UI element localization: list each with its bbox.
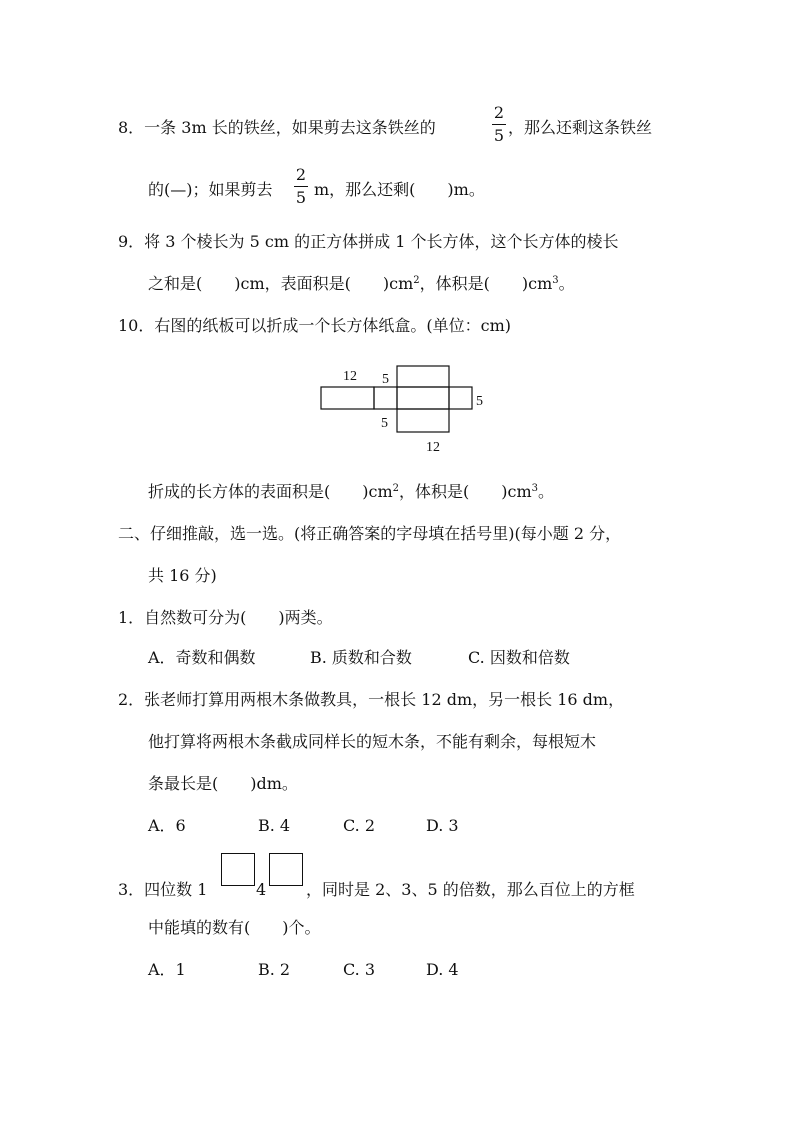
q9-sup-3: 3 xyxy=(552,275,559,286)
mc2-line3: 条最长是( )dm。 xyxy=(148,774,298,793)
mc3-line2: 中能填的数有( )个。 xyxy=(148,918,321,937)
net-face-left xyxy=(321,387,374,409)
net-face-small xyxy=(374,387,397,409)
mc3-line1-a: 3．四位数 1 xyxy=(118,880,208,899)
mc2-line1: 2．张老师打算用两根木条做教具，一根长 12 dm，另一根长 16 dm， xyxy=(118,690,625,709)
q9-line1: 9．将 3 个棱长为 5 cm 的正方体拼成 1 个长方体，这个长方体的棱长 xyxy=(118,232,619,251)
mc3-option-b: B. 2 xyxy=(258,960,291,979)
mc2-option-c: C. 2 xyxy=(343,816,376,835)
q9-sup-2: 2 xyxy=(413,275,420,286)
net-label-top-left: 12 xyxy=(343,369,357,384)
mc2-line2: 他打算将两根木条截成同样长的短木条，不能有剩余，每根短木 xyxy=(148,732,597,751)
mc3-option-a: A．1 xyxy=(148,960,186,979)
q10-sup-3: 3 xyxy=(531,483,538,494)
mc1-option-c: C. 因数和倍数 xyxy=(468,648,570,667)
q10-answer-c: 。 xyxy=(538,482,555,501)
mc2-option-d: D. 3 xyxy=(426,816,459,835)
q9-line2-b: ，体积是( )cm xyxy=(419,274,553,293)
q9-line2-c: 。 xyxy=(558,274,575,293)
net-face-top xyxy=(397,366,449,387)
net-label-right: 5 xyxy=(476,394,483,409)
q10-answer-b: ，体积是( )cm xyxy=(399,482,532,501)
net-label-top-small: 5 xyxy=(382,372,389,387)
q8-fraction-2-numerator: 2 xyxy=(295,165,307,184)
ones-digit-box xyxy=(269,853,303,886)
net-face-bottom xyxy=(397,409,449,432)
q8-fraction-1-denominator: 5 xyxy=(493,126,505,145)
mc3-line1-c: ，同时是 2、3、5 的倍数，那么百位上的方框 xyxy=(306,880,635,899)
net-label-bottom: 12 xyxy=(426,440,440,455)
mc2-option-b: B. 4 xyxy=(258,816,291,835)
mc2-option-a: A．6 xyxy=(148,816,186,835)
q8-line1-a: 8．一条 3m 长的铁丝，如果剪去这条铁丝的 xyxy=(118,118,436,137)
hundreds-digit-box xyxy=(221,853,255,886)
mc1-option-a: A．奇数和偶数 xyxy=(148,648,256,667)
q10-line1: 10．右图的纸板可以折成一个长方体纸盒。(单位：cm) xyxy=(118,316,511,335)
q10-answer-a: 折成的长方体的表面积是( )cm xyxy=(148,482,393,501)
q10-sup-2: 2 xyxy=(392,483,399,494)
section2-title-line1: 二、仔细推敲，选一选。(将正确答案的字母填在括号里)(每小题 2 分， xyxy=(118,524,622,543)
mc1-stem: 1．自然数可分为( )两类。 xyxy=(118,608,333,627)
q8-line2-b: m，那么还剩( )m。 xyxy=(314,180,485,199)
section2-title-line2: 共 16 分) xyxy=(148,566,217,585)
q10-answer xyxy=(148,482,554,502)
q9-line2-a: 之和是( )cm，表面积是( )cm xyxy=(148,274,414,293)
net-label-bottom-small: 5 xyxy=(381,416,388,431)
q8-fraction-2-denominator: 5 xyxy=(295,188,307,207)
net-face-center xyxy=(397,387,449,409)
mc3-line1-b: 4 xyxy=(256,880,267,899)
mc3-option-d: D. 4 xyxy=(426,960,459,979)
mc1-option-b: B. 质数和合数 xyxy=(310,648,412,667)
q8-line2-a: 的(—)；如果剪去 xyxy=(148,180,273,199)
net-face-right xyxy=(449,387,472,409)
q8-line1-b: ，那么还剩这条铁丝 xyxy=(508,118,653,137)
q8-fraction-1-numerator: 2 xyxy=(493,103,505,122)
mc3-option-c: C. 3 xyxy=(343,960,376,979)
